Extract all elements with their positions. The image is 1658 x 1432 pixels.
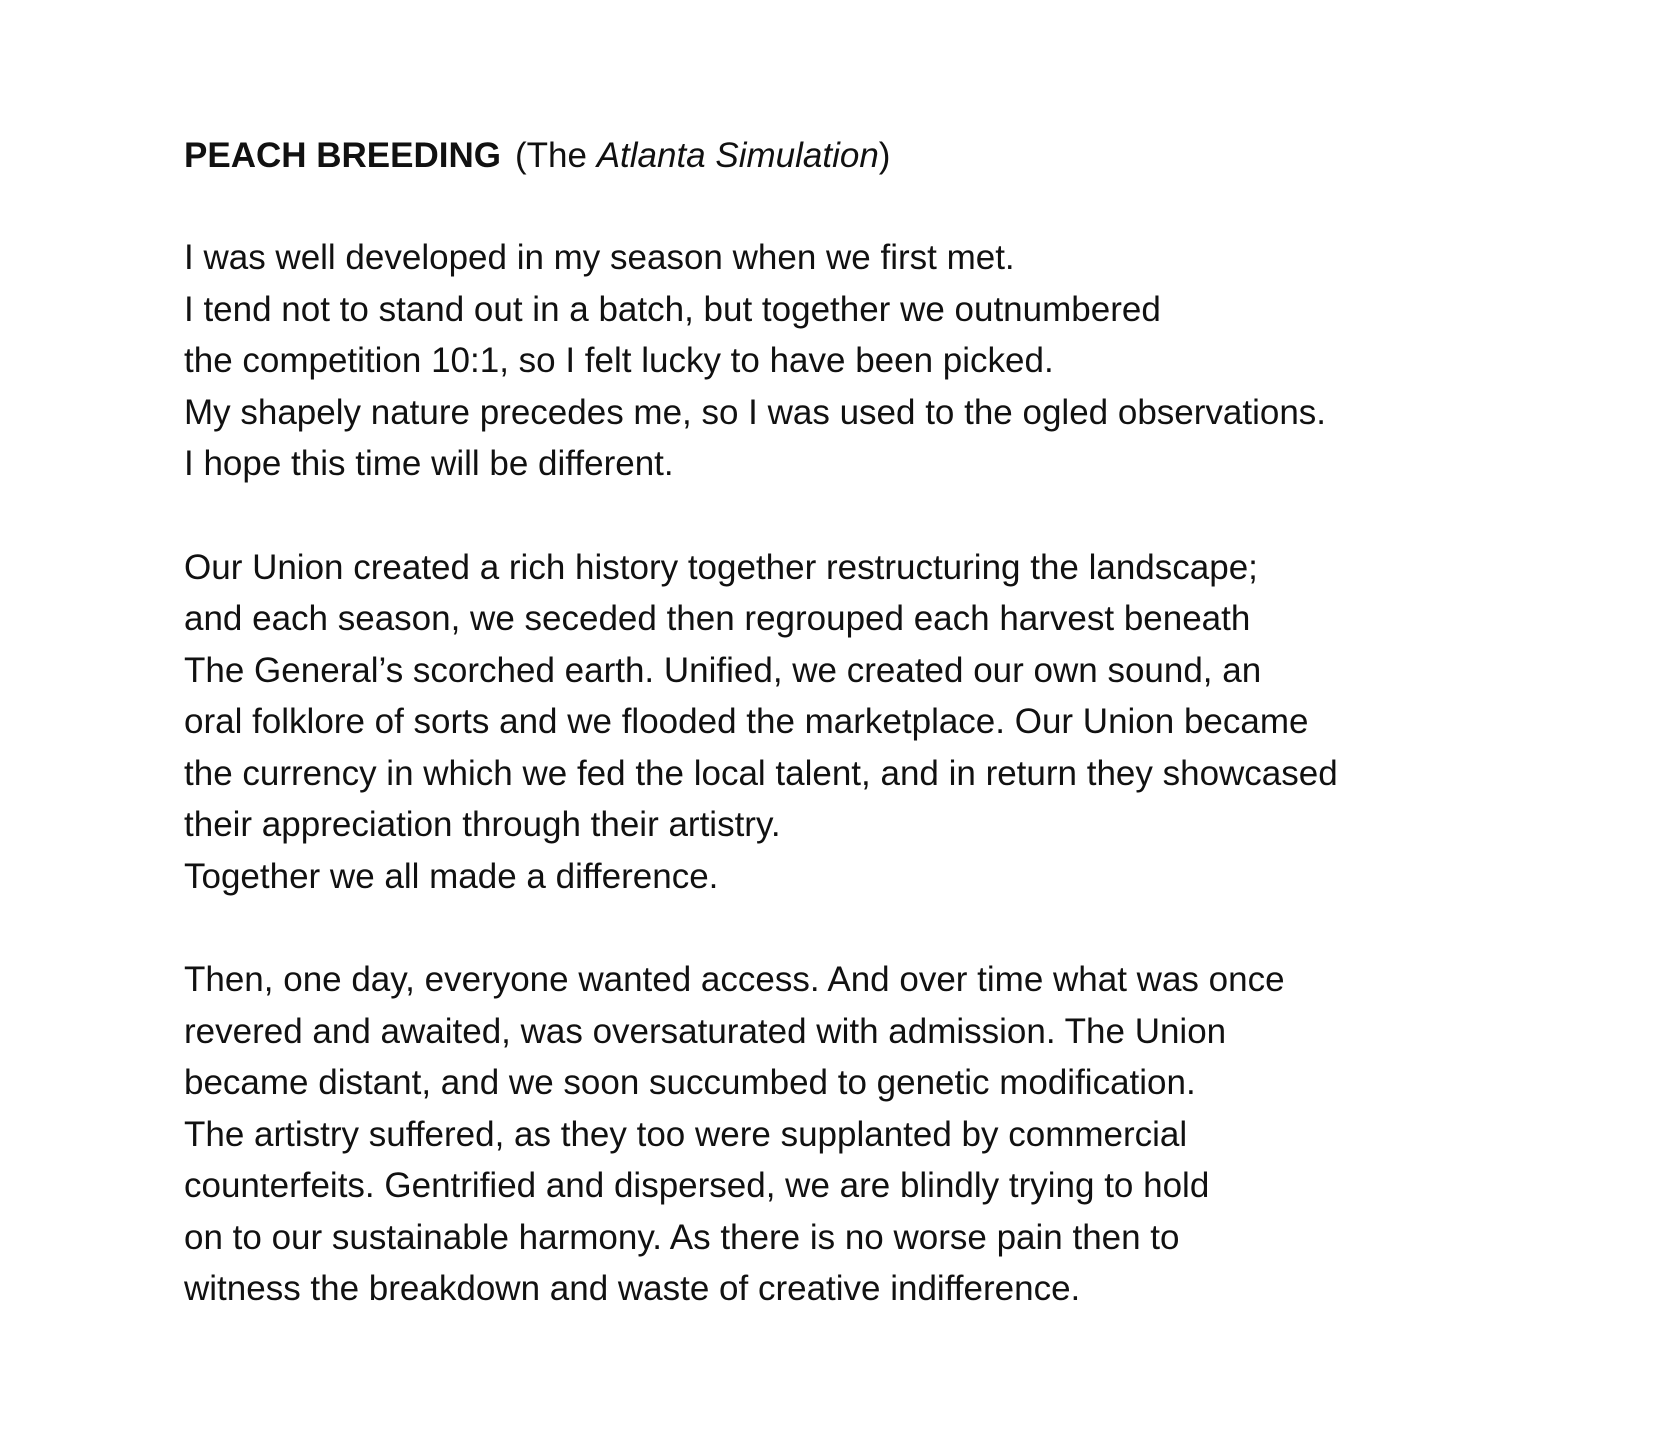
- poem-line: Then, one day, everyone wanted access. And over time what was once: [184, 960, 1285, 999]
- poem-line: became distant, and we soon succumbed to genetic modification.: [184, 1063, 1196, 1102]
- poem-line: on to our sustainable harmony. As there is no worse pain then to: [184, 1217, 1180, 1257]
- poem-title: PEACH BREEDING: [184, 136, 501, 175]
- poem-line: the competition 10:1, so I felt lucky to have been picked.: [184, 341, 1054, 380]
- poem-line: and each season, we seceded then regrouped each harvest beneath: [184, 599, 1251, 638]
- poem-subtitle: [515, 136, 890, 175]
- poem-title-line: [184, 130, 1604, 182]
- poem-line: counterfeits. Gentrified and dispersed, we are blindly trying to hold: [184, 1166, 1210, 1205]
- poem-line: the currency in which we fed the local talent, and in return they showcased: [184, 753, 1338, 793]
- poem-line: I hope this time will be different.: [184, 444, 674, 483]
- poem-line: Our Union created a rich history together restructuring the landscape;: [184, 547, 1258, 587]
- poem-line: I tend not to stand out in a batch, but together we outnumbered: [184, 289, 1161, 329]
- stanza-1: [184, 232, 1604, 490]
- poem-line: Together we all made a difference.: [184, 856, 719, 896]
- poem-line: The artistry suffered, as they too were supplanted by commercial: [184, 1114, 1188, 1154]
- stanza-2: [184, 542, 1604, 903]
- poem-line: witness the breakdown and waste of creative indifference.: [184, 1269, 1081, 1308]
- poem-line: their appreciation through their artistry.: [184, 805, 781, 844]
- poem-page: [184, 130, 1604, 1315]
- poem-subtitle-close: ): [878, 136, 891, 175]
- poem-line: oral folklore of sorts and we flooded the marketplace. Our Union became: [184, 702, 1309, 741]
- poem-line: The General’s scorched earth. Unified, we created our own sound, an: [184, 650, 1262, 690]
- poem-line: revered and awaited, was oversaturated with admission. The Union: [184, 1011, 1227, 1051]
- poem-line: My shapely nature precedes me, so I was used to the ogled observations.: [184, 392, 1327, 432]
- poem-subtitle-open: (The: [514, 136, 587, 175]
- poem-subtitle-italic: Atlanta Simulation: [596, 136, 879, 175]
- poem-line: I was well developed in my season when we first met.: [184, 238, 1015, 277]
- stanza-3: [184, 954, 1604, 1315]
